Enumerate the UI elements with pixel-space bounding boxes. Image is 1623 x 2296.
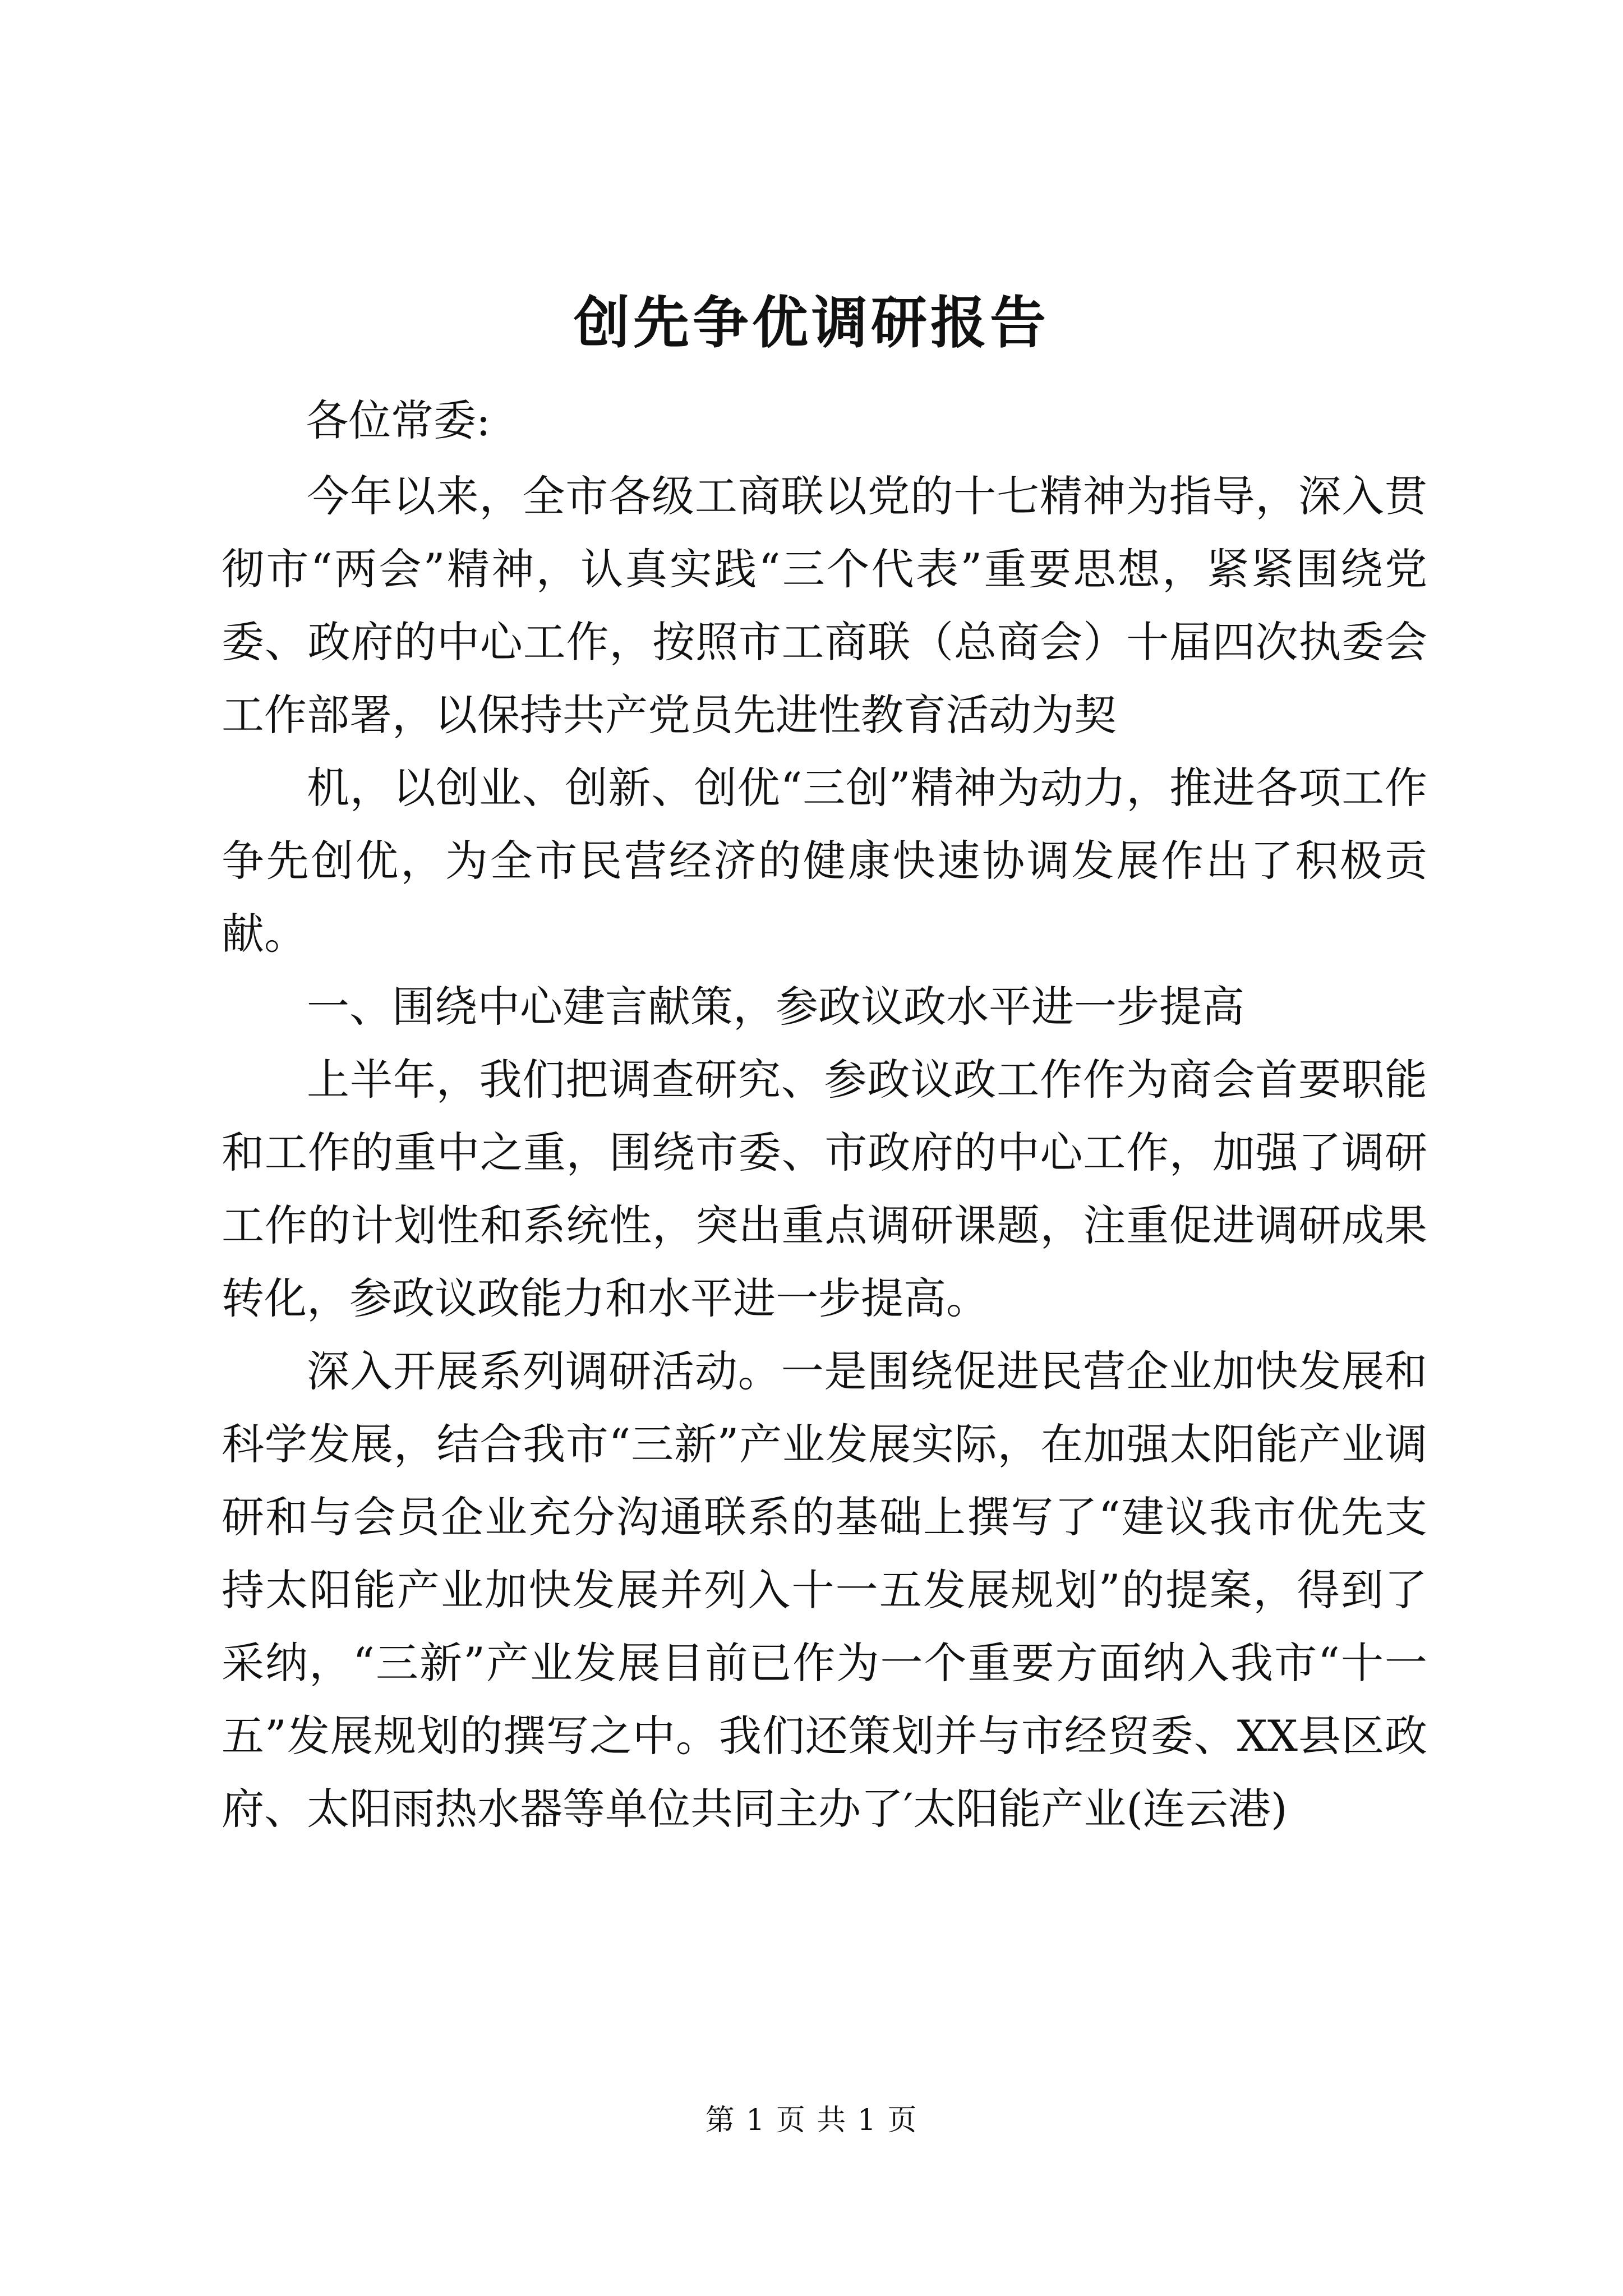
salutation: 各位常委: xyxy=(306,395,491,445)
page-number-footer: 第 1 页 共 1 页 xyxy=(705,2104,918,2137)
paragraph-intro: 今年以来，全市各级工商联以党的十七精神为指导，深入贯彻市“两会”精神，认真实践“三个代表”重要思想，紧紧围绕党委、政府的中心工作，按照市工商联（总商会）十届四次执委会工作部署，以保持共产党员先进性教育活动为契 xyxy=(222,471,1427,740)
document-body xyxy=(222,460,1427,1846)
section-heading-1: 一、围绕中心建言献策，参政议政水平进一步提高 xyxy=(307,982,1244,1032)
document-title: 创先争优调研报告 xyxy=(574,289,1049,356)
paragraph-research-activities: 深入开展系列调研活动。一是围绕促进民营企业加快发展和科学发展，结合我市“三新”产业发展实际，在加强太阳能产业调研和与会员企业充分沟通联系的基础上撰写了“建议我市优先支持太阳能产业加快发展并列入十一五发展规划”的提案，得到了采纳，“三新”产业发展目前已作为一个重要方面纳入我市“十一五”发展规划的撰写之中。我们还策划并与市经贸委、XX县区政府、太阳雨热水器等单位共同主办了′太阳能产业(连云港) xyxy=(222,1346,1427,1834)
paragraph-section-1: 上半年，我们把调查研究、参政议政工作作为商会首要职能和工作的重中之重，围绕市委、市政府的中心工作，加强了调研工作的计划性和系统性，突出重点调研课题，注重促进调研成果转化，参政议政能力和水平进一步提高。 xyxy=(222,1055,1427,1323)
paragraph-intro-continued: 机，以创业、创新、创优“三创”精神为动力，推进各项工作争先创优，为全市民营经济的健康快速协调发展作出了积极贡献。 xyxy=(222,763,1427,959)
